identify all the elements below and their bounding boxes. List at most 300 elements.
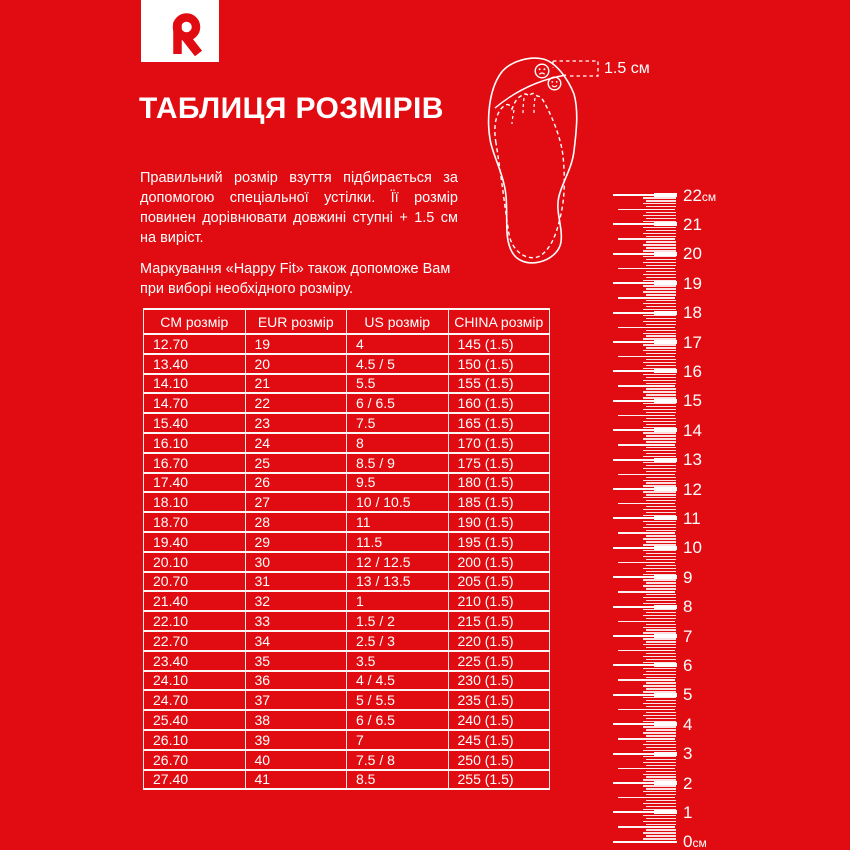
ruler-label: 7 [683,626,693,646]
ruler-mm-tick [643,403,676,404]
ruler-mm-tick [646,524,676,525]
table-row [144,671,550,691]
table-cell: 145 (1.5) [448,334,550,354]
table-cell: 26.70 [144,750,246,770]
table-header-row [144,309,550,334]
ruler-mm-tick [646,471,676,472]
ruler-major-tick-bold [654,340,677,344]
ruler-major-tick [613,341,677,343]
table-cell: 33 [245,611,347,631]
ruler-mm-tick [646,588,676,589]
ruler-half-tick [618,826,675,828]
table-row [144,572,550,592]
table-cell: 225 (1.5) [448,651,550,671]
ruler-mm-tick [643,697,676,698]
table-cell: 195 (1.5) [448,532,550,552]
ruler-mm-tick [643,515,676,516]
ruler-mm-tick [646,330,676,331]
table-cell: 12 / 12.5 [347,552,449,572]
ruler-mm-tick [643,462,676,463]
ruler-mm-tick [643,480,676,481]
ruler-mm-tick [646,377,676,378]
reima-r-icon [141,0,219,62]
table-row [144,770,550,790]
ruler-label: 15 [683,391,702,411]
table-cell: 5 / 5.5 [347,690,449,710]
ruler-mm-tick [643,432,676,433]
ruler-mm-tick [646,512,676,513]
table-cell: 11.5 [347,532,449,552]
table-cell: 13.40 [144,354,246,374]
ruler-mm-tick [646,771,676,772]
ruler-mm-tick [643,609,676,610]
ruler-mm-tick [643,756,676,757]
ruler-mm-tick [643,627,676,628]
table-cell: 8.5 / 9 [347,453,449,473]
ruler-mm-tick [643,832,676,833]
ruler-mm-tick [643,497,676,498]
ruler-major-tick [613,459,677,461]
ruler-label: 6 [683,655,693,675]
table-row [144,690,550,710]
table-cell: 12.70 [144,334,246,354]
table-row [144,492,550,512]
table-cell: 19.40 [144,532,246,552]
ruler-mm-tick [646,629,676,630]
ruler-mm-tick [643,721,676,722]
column-header-china: CHINA розмір [448,309,550,334]
table-cell: 16.10 [144,433,246,453]
table-cell: 6 / 6.5 [347,393,449,413]
ruler-label: 14 [683,420,702,440]
ruler-mm-tick [646,435,676,436]
ruler-mm-tick [646,383,676,384]
table-cell: 30 [245,552,347,572]
table-cell: 28 [245,512,347,532]
ruler-label: 0см [683,832,707,852]
ruler-mm-tick [643,338,676,339]
ruler-major-tick [613,576,677,578]
ruler-half-tick [618,415,675,417]
size-table-body [144,334,550,789]
ruler-major-tick-bold [654,781,677,785]
ruler-mm-tick [646,759,676,760]
table-cell: 25 [245,453,347,473]
ruler-major-tick-bold [654,752,677,756]
ruler-mm-tick [643,674,676,675]
table-cell: 150 (1.5) [448,354,550,374]
ruler-major-tick [613,488,677,490]
ruler-major-tick [613,312,677,314]
ruler-half-tick [618,532,675,534]
table-row [144,512,550,532]
ruler-major-tick [613,635,677,637]
ruler-mm-tick [643,791,676,792]
ruler-major-tick-bold [654,311,677,315]
ruler-mm-tick [643,468,676,469]
ruler-mm-tick [643,333,676,334]
table-row [144,473,550,493]
table-cell: 19 [245,334,347,354]
ruler-mm-tick [643,568,676,569]
table-cell: 31 [245,572,347,592]
table-cell: 41 [245,770,347,790]
ruler-label: 9 [683,567,693,587]
table-cell: 155 (1.5) [448,374,550,394]
table-cell: 18.70 [144,512,246,532]
table-cell: 18.10 [144,492,246,512]
table-cell: 215 (1.5) [448,611,550,631]
ruler-mm-tick [646,677,676,678]
ruler-mm-tick [646,824,676,825]
table-cell: 7.5 / 8 [347,750,449,770]
ruler-mm-tick [646,506,676,507]
table-cell: 7.5 [347,413,449,433]
table-cell: 23.40 [144,651,246,671]
ruler-label: 21 [683,214,702,234]
ruler-label: 17 [683,332,702,352]
ruler-major-tick [613,694,677,696]
ruler-mm-tick [643,409,676,410]
ruler-mm-tick [643,726,676,727]
table-cell: 4 [347,334,449,354]
ruler-mm-tick [643,732,676,733]
table-row [144,393,550,413]
ruler-mm-tick [643,644,676,645]
table-cell: 4.5 / 5 [347,354,449,374]
ruler-major-tick-bold [654,634,677,638]
ruler-mm-tick [646,324,676,325]
ruler-mm-tick [646,659,676,660]
ruler-mm-tick [643,556,676,557]
table-cell: 23 [245,413,347,433]
ruler-mm-tick [646,806,676,807]
ruler-mm-tick [643,774,676,775]
table-cell: 20.70 [144,572,246,592]
ruler-mm-tick [643,691,676,692]
ruler-mm-tick [646,794,676,795]
size-table-wrap [143,308,550,790]
ruler-mm-tick [643,656,676,657]
ruler-mm-tick [643,632,676,633]
ruler-mm-tick [646,306,676,307]
ruler-half-tick [618,621,675,623]
table-cell: 20 [245,354,347,374]
table-cell: 3.5 [347,651,449,671]
allowance-box [553,61,598,76]
ruler-mm-tick [643,750,676,751]
ruler-major-tick-bold [654,487,677,491]
ruler-mm-tick [646,718,676,719]
ruler-mm-tick [646,700,676,701]
ruler-label: 10 [683,538,702,558]
ruler-mm-tick [643,374,676,375]
ruler-mm-tick [646,447,676,448]
foot-outline [495,94,564,258]
ruler-mm-tick [646,559,676,560]
ruler-mm-tick [643,779,676,780]
ruler-mm-tick [643,397,676,398]
ruler-mm-tick [646,535,676,536]
table-cell: 38 [245,710,347,730]
table-row [144,651,550,671]
ruler-mm-tick [646,388,676,389]
table-row [144,532,550,552]
ruler-half-tick [618,709,675,711]
table-cell: 9.5 [347,473,449,493]
ruler-mm-tick [643,538,676,539]
ruler-label: 11 [683,508,701,528]
table-row [144,591,550,611]
table-cell: 39 [245,730,347,750]
ruler-mm-tick [646,418,676,419]
ruler-half-tick [618,562,675,564]
intro-paragraph-1: Правильний розмір взуття підбирається за допомогою спеціальної устілки. Її розмір повинен дорівнювати довжині ступні + 1.5 см на виріст. [140,170,458,246]
column-header-us: US розмір [347,309,449,334]
column-header-eur: EUR розмір [245,309,347,334]
happy-face-icon [548,77,561,90]
ruler-label: 8 [683,597,693,617]
table-row [144,374,550,394]
table-cell: 40 [245,750,347,770]
ruler-mm-tick [646,453,676,454]
ruler-mm-tick [646,729,676,730]
ruler-label: 1 [683,802,693,822]
ruler-mm-tick [643,509,676,510]
ruler-major-tick [613,664,677,666]
table-cell: 1.5 / 2 [347,611,449,631]
ruler-mm-tick [646,365,676,366]
ruler-mm-tick [646,776,676,777]
ruler-mm-tick [646,747,676,748]
table-cell: 13 / 13.5 [347,572,449,592]
table-cell: 22.70 [144,631,246,651]
ruler-mm-tick [643,303,676,304]
table-cell: 27 [245,492,347,512]
ruler-mm-tick [643,615,676,616]
ruler-mm-tick [643,715,676,716]
ruler-mm-tick [646,712,676,713]
ruler-mm-tick [643,685,676,686]
table-row [144,710,550,730]
ruler-mm-tick [643,668,676,669]
table-cell: 29 [245,532,347,552]
size-table [143,308,550,790]
ruler-mm-tick [643,491,676,492]
table-cell: 26 [245,473,347,493]
table-cell: 14.70 [144,393,246,413]
ruler-major-tick-bold [654,663,677,667]
table-cell: 160 (1.5) [448,393,550,413]
ruler-mm-tick [643,638,676,639]
table-cell: 165 (1.5) [448,413,550,433]
ruler-half-tick [618,356,675,358]
ruler-major-tick-bold [654,546,677,550]
foot-length-line [495,75,566,108]
ruler-major-tick-bold [654,810,677,814]
ruler-half-tick [618,797,675,799]
ruler-mm-tick [646,424,676,425]
ruler-mm-tick [643,574,676,575]
ruler-mm-tick [646,335,676,336]
ruler-half-tick [618,679,675,681]
ruler-mm-tick [646,582,676,583]
ruler-major-tick-bold [654,605,677,609]
table-cell: 24.10 [144,671,246,691]
table-cell: 185 (1.5) [448,492,550,512]
ruler-mm-tick [646,300,676,301]
table-cell: 190 (1.5) [448,512,550,532]
ruler-mm-tick [646,494,676,495]
ruler-half-tick [618,327,675,329]
ruler-label: 18 [683,303,702,323]
table-row [144,354,550,374]
ruler-mm-tick [646,688,676,689]
table-row [144,433,550,453]
ruler-major-tick [613,606,677,608]
ruler-mm-tick [646,829,676,830]
ruler-mm-tick [643,362,676,363]
table-cell: 245 (1.5) [448,730,550,750]
ruler-label: 19 [683,273,702,293]
ruler-major-tick [613,400,677,402]
ruler-mm-tick [646,624,676,625]
table-cell: 2.5 / 3 [347,631,449,651]
ruler-mm-tick [646,565,676,566]
ruler-label: 4 [683,714,693,734]
ruler-mm-tick [646,612,676,613]
table-cell: 10 / 10.5 [347,492,449,512]
table-cell: 35 [245,651,347,671]
ruler-mm-tick [643,662,676,663]
table-row [144,453,550,473]
ruler-mm-tick [643,368,676,369]
ruler-major-tick-bold [654,516,677,520]
ruler-major-tick [613,429,677,431]
ruler-label: 20 [683,244,702,264]
table-cell: 5.5 [347,374,449,394]
table-cell: 32 [245,591,347,611]
table-cell: 36 [245,671,347,691]
ruler-mm-tick [643,579,676,580]
table-cell: 175 (1.5) [448,453,550,473]
ruler-mm-tick [646,788,676,789]
ruler-half-tick [618,768,675,770]
table-cell: 8.5 [347,770,449,790]
table-cell: 37 [245,690,347,710]
ruler-mm-tick [643,585,676,586]
table-row [144,611,550,631]
ruler-half-tick [618,503,675,505]
ruler-mm-tick [643,809,676,810]
table-cell: 11 [347,512,449,532]
ruler-mm-tick [646,353,676,354]
table-cell: 17.40 [144,473,246,493]
ruler-label: 2 [683,773,693,793]
table-cell: 210 (1.5) [448,591,550,611]
ruler-mm-tick [643,344,676,345]
ruler-mm-tick [643,785,676,786]
table-row [144,730,550,750]
table-cell: 7 [347,730,449,750]
ruler-mm-tick [643,821,676,822]
ruler-label: 5 [683,685,693,705]
table-cell: 22 [245,393,347,413]
intro-text [140,168,458,299]
table-cell: 1 [347,591,449,611]
ruler-mm-tick [643,762,676,763]
ruler-half-tick [618,591,675,593]
ruler-major-tick [613,811,677,813]
ruler-mm-tick [646,477,676,478]
ruler-major-tick-bold [654,428,677,432]
ruler-mm-tick [646,800,676,801]
ruler-major-tick-bold [654,693,677,697]
table-cell: 16.70 [144,453,246,473]
ruler-mm-tick [646,406,676,407]
ruler-mm-tick [643,544,676,545]
ruler-mm-tick [643,315,676,316]
ruler-mm-tick [643,550,676,551]
table-cell: 22.10 [144,611,246,631]
ruler-mm-tick [646,530,676,531]
ruler-mm-tick [646,412,676,413]
ruler-mm-tick [646,818,676,819]
ruler-major-tick [613,370,677,372]
table-cell: 21.40 [144,591,246,611]
table-cell: 27.40 [144,770,246,790]
ruler-major-tick-bold [654,575,677,579]
ruler-mm-tick [646,735,676,736]
table-cell: 200 (1.5) [448,552,550,572]
table-cell: 24 [245,433,347,453]
ruler-mm-tick [643,603,676,604]
table-cell: 24.70 [144,690,246,710]
ruler-half-tick [618,650,675,652]
intro-paragraph-2: Маркування «Happy Fit» також допоможе Вам при виборі необхідного розміру. [140,261,451,297]
table-cell: 21 [245,374,347,394]
ruler-mm-tick [643,438,676,439]
table-cell: 25.40 [144,710,246,730]
ruler-major-tick-bold [654,722,677,726]
ruler-mm-tick [643,838,676,839]
ruler-major-tick-bold [654,369,677,373]
ruler-mm-tick [646,647,676,648]
table-cell: 230 (1.5) [448,671,550,691]
ruler-mm-tick [646,465,676,466]
ruler-mm-tick [646,359,676,360]
ruler-mm-tick [643,350,676,351]
ruler-mm-tick [646,600,676,601]
ruler-major-tick [613,782,677,784]
ruler-label: 3 [683,744,693,764]
ruler-label: 16 [683,361,702,381]
table-row [144,334,550,354]
ruler-major-tick [613,517,677,519]
ruler-label: 22см [683,185,717,205]
ruler-mm-tick [643,521,676,522]
ruler-mm-tick [646,482,676,483]
ruler-mm-tick [643,450,676,451]
ruler-mm-tick [646,765,676,766]
ruler-mm-tick [643,527,676,528]
table-cell: 170 (1.5) [448,433,550,453]
allowance-label: 1.5 см [604,60,650,77]
column-header-cm: CM розмір [144,309,246,334]
ruler-mm-tick [646,347,676,348]
sad-face-icon [535,64,549,78]
ruler-mm-tick [643,744,676,745]
